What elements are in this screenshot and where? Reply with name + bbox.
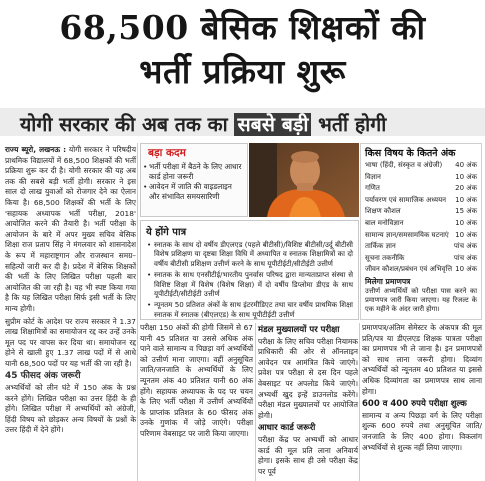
marks-row bbox=[365, 230, 477, 242]
marks-row bbox=[365, 218, 477, 230]
subject-marks: 10 अंक bbox=[455, 195, 477, 204]
column-divider bbox=[359, 323, 360, 481]
certificate-text: उत्तीर्ण अभ्यर्थियों को परीक्षा पास करने का प्रमाणपत्र जारी किया जाएगा। यह रिजल्ट के एक महीने के अंदर जारी होगा। bbox=[365, 286, 477, 313]
subject-label: सूचना तकनीकि bbox=[365, 253, 405, 262]
marks-row bbox=[365, 195, 477, 207]
eligibility-item: • स्नातक के साथ दो वर्षीय डीएलएड (पहले बीटीसी)/विशिष्ट बीटीसी/उर्दू बीटीसी विशेष प्रशिक्षण या दृष्टबा शिक्षा विधि में अध्यापित व स्नातक शिक्षामित्रों का दो वर्षीय बीटीसी प्रशिक्षण उत्तीर्ण करने के साथ यूपीटीईटी/सीटीईटी उत्तीर्ण bbox=[146, 240, 353, 268]
paragraph: परीक्षा केंद्र पर अभ्यर्थी को आधार कार्ड की मूल प्रति लाना अनिवार्य होगा। इसके साथ ही उसे परीक्षा केंद्र पर पूर्व bbox=[258, 434, 358, 476]
subject-label: गणित bbox=[365, 184, 380, 193]
portrait-image bbox=[249, 143, 359, 217]
highlight-item: • भर्ती परीक्षा में बैठने के लिए आधार कार्ड होना जरूरी bbox=[141, 162, 243, 182]
highlight-box bbox=[140, 143, 248, 217]
marks-row bbox=[365, 160, 477, 172]
paragraph: अभ्यर्थियों को लीन घंटे में 150 अंक के प्रश्न करने होंगे। लिखित परीक्षा का उत्तर हिंदी के ही होंगे। लिखित परीक्षा में अभ्यर्थियों को अंग्रेजी, हिंदी विषय को छोड़कर अन्य विषयों के प्रश्नों के उत्तर हिंदी में देने होंगे। bbox=[5, 383, 136, 435]
subject-marks: 10 अंक bbox=[455, 265, 477, 274]
subhead-after: भर्ती होगी bbox=[311, 113, 387, 136]
headline bbox=[0, 6, 485, 94]
headline-line1: 68,500 बेसिक शिक्षकों की bbox=[59, 8, 426, 47]
section-heading: 45 फीसद अंक जरूरी bbox=[5, 371, 81, 382]
subject-marks: पांच अंक bbox=[453, 253, 477, 262]
subhead bbox=[20, 110, 386, 137]
marks-row bbox=[365, 183, 477, 195]
paragraph: परीक्षा के लिए सचिव परीक्षा नियामक प्राधिकारी की ओर से ऑनलाइन आवेदन पत्र आमंत्रित किये जाएंगे। प्रवेश पत्र परीक्षा से दस दिन पहले वेबसाइट पर अपलोड किये जाएंगे। अभ्यर्थी खुद इन्हें डाउनलोड करेंगे। परीक्षा मंडल मुख्यालयों पर आयोजित होगी। bbox=[258, 336, 358, 420]
marks-row bbox=[365, 206, 477, 218]
cm-photo bbox=[249, 143, 359, 217]
dateline: राज्य ब्यूरो, लखनऊ : bbox=[5, 145, 67, 154]
subject-marks: 20 अंक bbox=[455, 184, 477, 193]
section-heading: 600 व 400 रुपये परीक्षा शुल्क bbox=[362, 399, 467, 410]
headline-line2: भर्ती प्रक्रिया शुरू bbox=[139, 52, 346, 91]
subject-label: शिक्षण कौशल bbox=[365, 207, 401, 216]
paragraph: परीक्षा 150 अंकों की होगी जिसमें से 67 यानी 45 प्रतिशत या उससे अधिक अंक पाने वाले सामान्य व पिछड़ा वर्ग अभ्यर्थियों को उत्तीर्ण माना जाएगा। वहीं अनुसूचित जाति/जनजाति के अभ्यर्थियों के लिए न्यूनतम अंक 40 प्रतिशत यानी 60 अंक होंगे। सहायक अध्यापक के पद पर चयन के लिए भर्ती परीक्षा में उत्तीर्ण अभ्यर्थियों के प्राप्तांक प्रतिशत के 60 फीसद अंक उनके गुणांक में जोड़े जाएंगे। परीक्षा परिणाम वेबसाइट पर जारी किया जाएगा। bbox=[140, 323, 253, 438]
subject-label: जीवन कौशल/प्रबंधन एवं अभिवृत्ति bbox=[365, 265, 453, 274]
marks-row bbox=[365, 241, 477, 253]
section-heading: आधार कार्ड जरूरी bbox=[258, 423, 316, 434]
subject-marks: 40 अंक bbox=[455, 161, 477, 169]
paragraph: प्रमाणपत्र/अंतिम सेमेस्टर के अंकपत्र की मूल प्रति/पत्र या डीएलएड शिक्षक पात्रता परीक्षा का प्रमाणपत्र भी ले जाना है। इन प्रमाणपत्रों को साथ लाना जरूरी होगा। दिव्यांग अभ्यर्थियों को न्यूनतम 40 प्रतिशत या इससे अधिक दिव्यांगता का प्रमाणपत्र साथ लाना होगा। bbox=[362, 323, 482, 396]
eligibility-item: • स्नातक के साथ एनसीटीई/भारतीय पुनर्वास परिषद द्वारा मान्यताप्राप्त संस्था से विशिष्ट शिक्षा में विशेष (विशेष शिक्षा) में दो वर्षीय डिप्लोमा डीएड के साथ यूपीटीईटी/सीटीईटी उत्तीर्ण bbox=[146, 270, 353, 298]
eligibility-box bbox=[140, 220, 359, 320]
subject-marks: 10 अंक bbox=[455, 172, 477, 181]
highlight-box-title: बड़ा कदम bbox=[148, 147, 186, 159]
marks-panel-title: किस विषय के कितने अंक bbox=[365, 148, 456, 159]
subject-marks: 15 अंक bbox=[455, 207, 477, 216]
section-heading: मंडल मुख्यालयों पर परीक्षा bbox=[258, 325, 340, 335]
subject-label: पर्यावरण एवं सामाजिक अध्ययन bbox=[365, 195, 447, 204]
column-divider bbox=[255, 323, 256, 481]
paragraph: सामान्य व अन्य पिछड़ा वर्ग के लिए परीक्षा शुल्क 600 रुपये तथा अनुसूचित जाति/जनजाति के लिए 400 होगा। विकलांग अभ्यर्थियों से शुल्क नहीं लिया जाएगा। bbox=[362, 410, 482, 452]
subject-label: बाल मनोविज्ञान bbox=[365, 218, 404, 227]
article-column-2 bbox=[140, 323, 253, 440]
paragraph: सुप्रीम कोर्ट के आदेश पर राज्य सरकार ने 1.37 लाख शिक्षामित्रों का समायोजन रद्द कर उन्हें उनके मूल पद पर वापस कर दिया था। समायोजन रद्द होने से खाली हुए 1.37 लाख पदों में से आधे यानी 68,500 पदों पर यह भर्ती की जा रही है। bbox=[5, 316, 136, 368]
eligibility-item: • न्यूनतम 50 प्रतिशत अंकों के साथ इंटरमीडिएट तथा चार वर्षीय प्राथमिक शिक्षा स्नातक में स्नातक (बीएलएड) के साथ यूपीटीईटी उत्तीर्ण bbox=[146, 300, 353, 319]
subhead-before: योगी सरकार की अब तक का bbox=[20, 113, 235, 136]
subject-label: तार्किक ज्ञान bbox=[365, 242, 396, 251]
subject-marks: 10 अंक bbox=[455, 218, 477, 227]
article-column-1 bbox=[5, 145, 136, 438]
paragraph: योगी सरकार ने परिषदीय प्राथमिक विद्यालयों में 68,500 शिक्षकों की भर्ती प्रक्रिया शुरू कर दी है। योगी सरकार की यह अब तक की सबसे बड़ी भर्ती होगी। सरकार ने इस साल दो लाख युवाओं को रोजगार देने का ऐलान किया है। 68,500 शिक्षकों की भर्ती के लिए 'सहायक अध्यापक भर्ती परीक्षा, 2018' आयोजित करने की तैयारी है। भर्ती परीक्षा के आयोजन के बारे में अपर मुख्य सचिव बेसिक शिक्षा राज प्रताप सिंह ने मंगलवार को शासनादेश के रूप में महाराष्ट्रगान और राजस्थान समग्र–सहित्यों जारी कर दी है। प्रदेश में बेसिक शिक्षकों की भर्ती के लिए लिखित परीक्षा पहली बार आयोजित की जा रही है। यह भी स्पष्ट किया गया है कि यह लिखित परीक्षा सिर्फ इसी भर्ती के लिए मान्य होगी। bbox=[5, 145, 136, 313]
marks-panel bbox=[360, 143, 482, 320]
column-divider bbox=[137, 143, 138, 481]
article-column-3 bbox=[258, 323, 358, 477]
subject-label: विज्ञान bbox=[365, 172, 381, 181]
subhead-highlight: सबसे बड़ी bbox=[234, 113, 311, 136]
marks-row bbox=[365, 264, 477, 276]
subject-marks: पांच अंक bbox=[453, 242, 477, 251]
certificate-heading: मिलेगा प्रमाणपत्र bbox=[365, 276, 411, 286]
subject-label: भाषा (हिंदी, संस्कृत व अंग्रेजी) bbox=[365, 161, 443, 169]
marks-row bbox=[365, 253, 477, 265]
eligibility-title: ये होंगे पात्र bbox=[146, 227, 187, 238]
article-column-4 bbox=[362, 323, 482, 453]
subject-label: सामान्य ज्ञान/समसामयिक घटनाएं bbox=[365, 230, 449, 239]
subject-marks: 10 अंक bbox=[455, 230, 477, 239]
highlight-item: • आवेदन में जाति की वाइडलाइन और संभावित समयसारिणी bbox=[141, 182, 243, 202]
marks-row bbox=[365, 172, 477, 184]
